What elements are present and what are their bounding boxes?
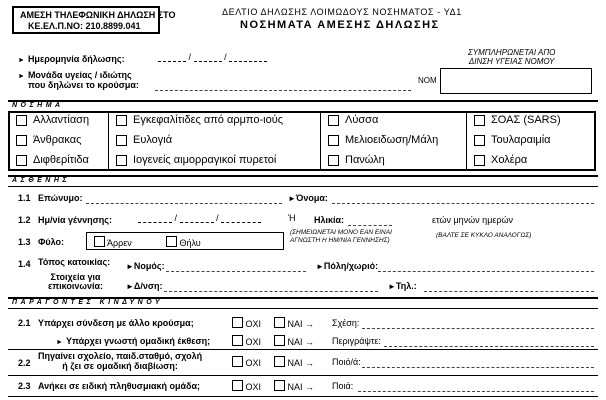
disease-sars[interactable]: ΣΟΑΣ (SARS) xyxy=(474,114,561,126)
q22-yes-option[interactable]: ΝΑΙ → xyxy=(274,356,314,368)
birth-date-label: Ημ/νία γέννησης: xyxy=(38,215,112,225)
contact-label: Στοιχεία για επικοινωνία: xyxy=(48,272,104,291)
surname-label: Επώνυμο: xyxy=(38,193,83,203)
q21-label: Υπάρχει σύνδεση με άλλο κρούσμα; xyxy=(38,318,194,328)
birth-date-field[interactable]: / / xyxy=(138,213,261,223)
address-field[interactable] xyxy=(164,291,378,292)
q21b-describe-label: Περιγράψτε: xyxy=(332,336,381,346)
q22-which-field[interactable] xyxy=(362,367,594,368)
prefecture-label: ►Νομός: xyxy=(126,261,165,271)
q11-number: 1.1 xyxy=(18,193,31,203)
age-units: ετών μηνών ημερών xyxy=(432,215,514,225)
authority-note: ΣΥΜΠΛΗΡΩΝΕΤΑΙ ΑΠΟ ΔΙΝΣΗ ΥΓΕΙΑΣ ΝΟΜΟΥ xyxy=(468,48,556,66)
declaration-date-label: ► Ημερομηνία δήλωσης: xyxy=(18,54,125,64)
form-title: ΝΟΣΗΜΑΤΑ ΑΜΕΣΗΣ ΔΗΛΩΣΗΣ xyxy=(240,19,440,31)
q23-which-field[interactable] xyxy=(358,391,594,392)
q23-yes-option[interactable]: ΝΑΙ → xyxy=(274,380,314,392)
disease-rabies[interactable]: Λύσσα xyxy=(328,114,378,126)
disease-plague[interactable]: Πανώλη xyxy=(328,154,385,166)
disease-tularemia[interactable]: Τουλαραιμία xyxy=(474,134,551,146)
q21b-yes-option[interactable]: ΝΑΙ → xyxy=(274,335,314,347)
disease-cholera[interactable]: Χολέρα xyxy=(474,154,527,166)
risk-section-label: ΠΑΡΑΓΟΝΤΕΣ ΚΙΝΔΥΝΟΥ xyxy=(12,299,164,306)
q22-which-label: Ποιό/ά: xyxy=(332,357,361,367)
q13-number: 1.3 xyxy=(18,237,31,247)
age-label: Ηλικία: xyxy=(314,215,345,225)
prefecture-field[interactable] xyxy=(166,271,306,272)
disease-anthrax[interactable]: Άνθρακας xyxy=(16,134,81,146)
q21b-label: ► Υπάρχει γνωστή ομαδική έκθεση; xyxy=(56,336,210,346)
age-note: (ΣΗΜΕΙΩΝΕΤΑΙ ΜΟΝΟ ΕΑΝ ΕΙΝΑΙ ΑΓΝΩΣΤΗ Η ΗΜ/ΝΙΑ ΓΕΝΝΗΣΗΣ) xyxy=(290,229,392,244)
q22-number: 2.2 xyxy=(18,358,31,368)
nom-label: ΝΟΜ xyxy=(418,76,437,85)
q22-no-option[interactable]: ΟΧΙ xyxy=(232,356,261,368)
phone-box-line2: ΚΕ.ΕΛ.Π.ΝΟ: 210.8899.041 xyxy=(28,21,141,31)
q14-number: 1.4 xyxy=(18,259,31,269)
phone-label: ►Τηλ.: xyxy=(388,281,417,291)
q21-relation-field[interactable] xyxy=(362,328,594,329)
sex-female-option[interactable]: Θήλυ xyxy=(166,236,201,248)
residence-label: Τόπος κατοικίας: xyxy=(38,257,111,267)
reporting-unit-field[interactable] xyxy=(155,90,411,91)
disease-viral-hemorrhagic-fevers[interactable]: Ιογενείς αιμορραγικοί πυρετοί xyxy=(116,154,276,166)
disease-melioidosis[interactable]: Μελιοειδωση/Μάλη xyxy=(328,134,438,146)
phone-box-line1: ΑΜΕΣΗ ΤΗΛΕΦΩΝΙΚΗ ΔΗΛΩΣΗ ΣΤΟ xyxy=(20,10,176,20)
q22-label: Πηγαίνει σχολείο, παιδ.σταθμό, σχολή ή ζει σε ομαδική διαβίωση: xyxy=(38,351,203,371)
sex-label: Φύλο: xyxy=(38,237,65,247)
disease-smallpox[interactable]: Ευλογιά xyxy=(116,134,172,146)
q21-number: 2.1 xyxy=(18,318,31,328)
sex-male-option[interactable]: Άρρεν xyxy=(94,236,132,248)
city-label: ►Πόλη/χωριό: xyxy=(316,261,379,271)
q23-which-label: Ποιά: xyxy=(332,381,354,391)
declaration-date-field[interactable]: / / xyxy=(158,52,267,62)
surname-field[interactable] xyxy=(86,203,282,204)
phone-declaration-box xyxy=(12,6,176,34)
disease-section-label: ΝΟΣΗΜΑ xyxy=(12,102,64,109)
disease-botulism[interactable]: Αλλαντίαση xyxy=(16,114,89,126)
q23-label: Ανήκει σε ειδική πληθυσμιακή ομάδα; xyxy=(38,381,201,391)
nom-code-box[interactable] xyxy=(440,68,592,94)
q21b-no-option[interactable]: ΟΧΙ xyxy=(232,335,261,347)
patient-section-label: ΑΣΘΕΝΗΣ xyxy=(12,177,71,184)
circle-note: (ΒΑΛΤΕ ΣΕ ΚΥΚΛΟ ΑΝΑΛΟΓΩΣ) xyxy=(436,232,532,239)
address-label: ►Δ/νση: xyxy=(126,281,163,291)
first-name-label: ►Όνομα: xyxy=(288,193,328,203)
q23-no-option[interactable]: ΟΧΙ xyxy=(232,380,261,392)
q12-number: 1.2 xyxy=(18,215,31,225)
reporting-unit-label-1: ► Μονάδα υγείας / ιδιώτης xyxy=(18,70,132,80)
form-subtitle: ΔΕΛΤΙΟ ΔΗΛΩΣΗΣ ΛΟΙΜΩΔΟΥΣ ΝΟΣΗΜΑΤΟΣ - ΥΔ1 xyxy=(222,7,462,17)
q23-number: 2.3 xyxy=(18,381,31,391)
sex-box xyxy=(86,232,284,250)
disease-arbovirus-encephalitis[interactable]: Εγκεφαλίτιδες από αρμπο-ιούς xyxy=(116,114,283,126)
q21-relation-label: Σχέση: xyxy=(332,318,360,328)
q21-no-option[interactable]: ΟΧΙ xyxy=(232,317,261,329)
q21-yes-option[interactable]: ΝΑΙ → xyxy=(274,317,314,329)
age-field[interactable] xyxy=(348,225,392,226)
first-name-field[interactable] xyxy=(332,203,594,204)
city-field[interactable] xyxy=(378,271,594,272)
q21b-describe-field[interactable] xyxy=(384,346,594,347)
or-label: Ή xyxy=(288,213,296,223)
phone-field[interactable] xyxy=(424,291,594,292)
reporting-unit-label-2: που δηλώνει το κρούσμα: xyxy=(28,80,139,90)
disease-diphtheria[interactable]: Διφθερίτιδα xyxy=(16,154,89,166)
